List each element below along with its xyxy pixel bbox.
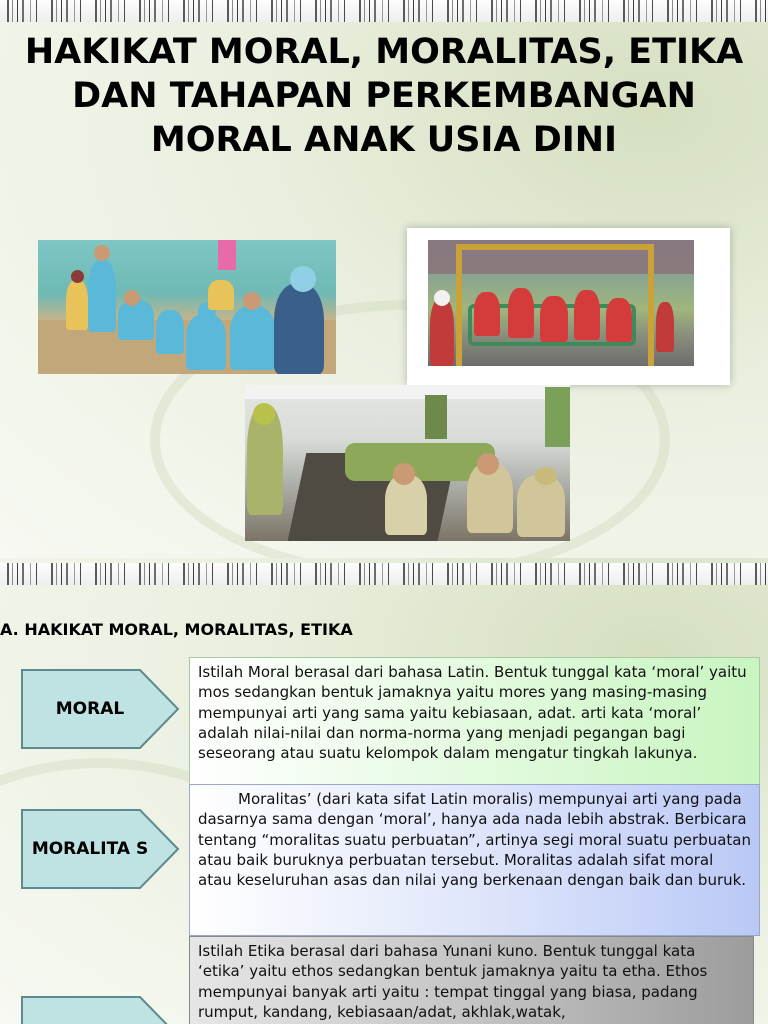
- moral-label: MORAL: [55, 699, 125, 719]
- section-heading: A. HAKIKAT MORAL, MORALITAS, ETIKA: [0, 620, 353, 639]
- etika-arrow-label: [21, 996, 179, 1024]
- content-slide: [0, 558, 768, 1024]
- prayer-room-photo: [245, 385, 570, 541]
- etika-label: [21, 996, 159, 1024]
- playground-swing-photo: [428, 240, 694, 366]
- moralitas-definition-text: Moralitas’ (dari kata sifat Latin moralis) mempunyai arti yang pada dasarnya sama dengan ‘moral’, hanya ada nada lebih abstrak. Berbicara tentang “moralitas suatu perbuatan”, artinya segi moral suatu perbuatan atau baik buruknya perbuatan tersebut. Moralitas adalah sifat moral atau keseluruhan asas dan nilai yang berkenaan dengan baik dan buruk.: [198, 790, 751, 890]
- moralitas-definition-box: [189, 784, 760, 936]
- top-barcode-decoration: [0, 0, 768, 22]
- slide2-top-barcode-decoration: [0, 563, 768, 585]
- moralitas-arrow-label: [21, 809, 179, 889]
- moralitas-label: MORALITA S: [31, 839, 149, 859]
- etika-definition-text: Istilah Etika berasal dari bahasa Yunani kuno. Bentuk tunggal kata ‘etika’ yaitu ethos sedangkan bentuk jamaknya yaitu ta etha. Ethos mempunyai banyak arti yaitu : tempat tinggal yang biasa, padang rumput, kandang, kebiasaan/adat, akhlak,watak,: [198, 942, 708, 1021]
- classroom-photo: [38, 240, 336, 374]
- moral-definition-box: [189, 657, 760, 787]
- moral-arrow-label: [21, 669, 179, 749]
- etika-definition-box: [189, 936, 754, 1024]
- moral-definition-text: Istilah Moral berasal dari bahasa Latin. Bentuk tunggal kata ‘moral’ yaitu mos sedangkan bentuk jamaknya yaitu mores yang masing-masing mempunyai arti yang sama yaitu kebiasaan, adat. arti kata ‘moral’ adalah nilai-nilai dan norma-norma yang menjadi pegangan bagi seseorang atau suatu kelompok dalam mengatur tingkah lakunya.: [198, 663, 747, 763]
- slide-title: HAKIKAT MORAL, MORALITAS, ETIKA DAN TAHAPAN PERKEMBANGAN MORAL ANAK USIA DINI: [24, 32, 744, 160]
